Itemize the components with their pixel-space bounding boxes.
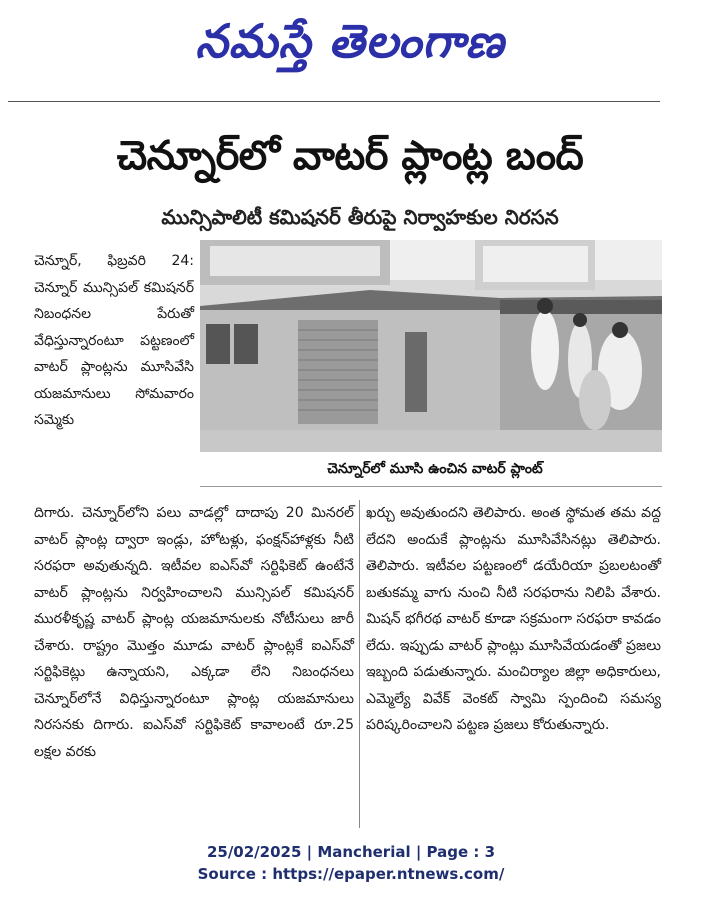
article-body-column-1-bottom xyxy=(34,500,354,765)
article-photo xyxy=(200,240,662,452)
article-headline: చెన్నూర్‌లో వాటర్ ప్లాంట్ల బంద్ xyxy=(116,133,584,179)
newspaper-masthead: నమస్తే తెలంగాణ xyxy=(195,14,505,68)
article-subheadline: మున్సిపాలిటీ కమిషనర్ తీరుపై నిర్వాహకుల నిరసన xyxy=(161,205,559,229)
column-divider xyxy=(359,500,360,828)
footer-date-line: 25/02/2025 | Mancherial | Page : 3 xyxy=(206,843,496,861)
article-body-column-1-top xyxy=(34,248,194,434)
photo-caption: చెన్నూర్‌లో మూసి ఉంచిన వాటర్ ప్లాంట్ xyxy=(327,461,543,477)
footer-source-line: Source : https://epaper.ntnews.com/ xyxy=(197,865,505,883)
body-paragraph: చెన్నూర్, ఫిబ్రవరి 24: చెన్నూర్ మున్సిపల్ కమిషనర్ నిబంధనల పేరుతో వేధిస్తున్నారంటూ పట్టణంలో వాటర్ ప్లాంట్లను మూసివేసి యజమానులు సోమవారం సమ్మెకు xyxy=(34,253,194,428)
body-paragraph: దిగారు. చెన్నూర్‌లోని పలు వాడల్లో దాదాపు 20 మినరల్ వాటర్ ప్లాంట్ల ద్వారా ఇండ్లు, హోటళ్లు, ఫంక్షన్‌హాళ్లకు నీటి సరఫరా అవుతున్నది. ఇటీవల ఐఎస్‌వో సర్టిఫికెట్ ఉంటేనే వాటర్ ప్లాంట్లను నిర్వహించాలని మున్సిపల్ కమిషనర్ మురళీకృష్ణ వాటర్ ప్లాంట్ల యజమానులకు నోటీసులు జారీ చేశారు. రాష్ట్రం మొత్తం మూడు వాటర్ ప్లాంట్లకే ఐఎస్‌వో సర్టిఫికెట్లు ఉన్నాయని, ఎక్కడా లేని నిబంధనలు చెన్నూర్‌లోనే విధిస్తున్నారంటూ ప్లాంట్ల యజమానులు నిరసనకు దిగారు. ఐఎస్‌వో సర్టిఫికెట్ కావాలంటే రూ.25 లక్షల వరకు xyxy=(34,505,354,760)
article-body-column-2 xyxy=(366,500,661,739)
body-paragraph: ఖర్చు అవుతుందని తెలిపారు. అంత స్థోమత తమ వద్ద లేదని అందుకే ప్లాంట్లను మూసివేసినట్లు తెలిపారు. తెలిపారు. ఇటీవల పట్టణంలో డయేరియా ప్రబలటంతో బతుకమ్మ వాగు నుంచి నీటి సరఫరాను నిలిపి వేశారు. మిషన్ భగీరథ వాటర్ కూడా సక్రమంగా సరఫరా కావడం లేదు. ఇప్పుడు వాటర్ ప్లాంట్లు మూసివేయడంతో ప్రజలు ఇబ్బంది పడుతున్నారు. మంచిర్యాల జిల్లా అధికారులు, ఎమ్మెల్యే వివేక్ వెంకట్ స్వామి స్పందించి సమస్య పరిష్కరించాలని పట్టణ ప్రజలు కోరుతున్నారు. xyxy=(366,505,661,733)
masthead-divider xyxy=(8,101,660,102)
